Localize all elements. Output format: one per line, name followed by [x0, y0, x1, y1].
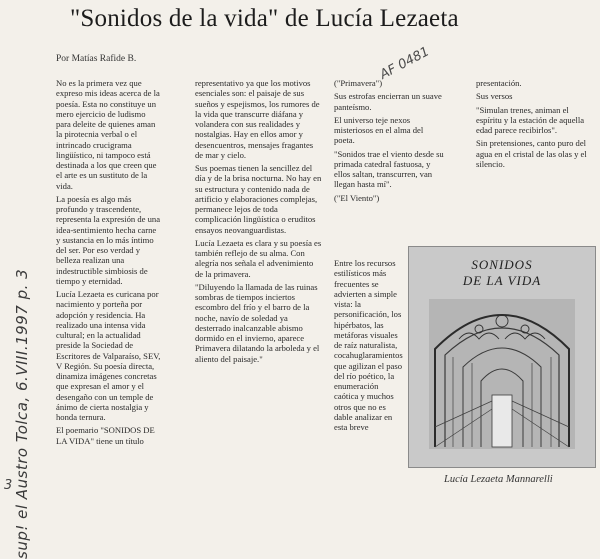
paragraph: representativo ya que los motivos esenciales son: el paisaje de sus sueños y espejismos, los rumores de la vida que transcurre diáfana y volandera con sus realidades y nostalgias. Hay en ellos amor y desencuentros, mensajes fragantes de mar y cielo. — [195, 78, 320, 160]
handwritten-source: el Austro Tolca, 6.VIII.1997 p. 3 — [13, 268, 31, 519]
archive-code-annotation: AF 0481 — [377, 44, 432, 83]
paragraph: Sus poemas tienen la sencillez del día y de la brisa nocturna. No hay en su estructura y contenido nada de artificio y elaboraciones complejas, permanece lejos de toda complicación lingüística o eruditos ensayos neovanguardistas. — [195, 163, 322, 235]
paragraph: El poemario "SONIDOS DE LA VIDA" tiene un título — [56, 425, 155, 446]
paragraph: El universo teje nexos misteriosos en el alma del poeta. — [334, 114, 424, 146]
poem-quote: "Sonidos trae el viento desde su primada catedral fastuosa, y ellos saltan, transcurren, van llegan hasta mí". — [334, 148, 444, 190]
book-cover-title-line-1: SONIDOS — [471, 257, 533, 272]
text-column-3 — [334, 78, 446, 206]
paragraph: Sin pretensiones, canto puro del agua en el cristal de las olas y el silencio. — [476, 138, 587, 169]
paragraph: Sus versos — [476, 91, 513, 102]
book-author-caption: Lucía Lezaeta Mannarelli — [444, 474, 553, 485]
paragraph: No es la primera vez que expreso mis ideas acerca de la poesía. Esta no constituye un mero ejercicio de ludismo para deleite de quienes aman la pirotecnia verbal o el intrincado crucigrama lingüístico, ni tampoco está destinada a los que creen que el arte es un sustituto de la vida. — [56, 78, 160, 191]
paragraph: presentación. — [476, 78, 522, 88]
ornamental-gate-illustration — [429, 299, 575, 449]
handwritten-prefix: sup! — [13, 524, 31, 559]
handwritten-page-number: 3 — [4, 478, 13, 493]
poem-quote: "Simulan trenes, animan el espíritu y la estación de aquella edad parece recibirlos". — [476, 104, 585, 135]
text-column-4 — [476, 78, 596, 172]
article-byline: Por Matías Rafide B. — [56, 54, 137, 64]
text-column-2 — [195, 78, 323, 367]
paragraph: La poesía es algo más profundo y trascendente, representa la expresión de una idea-sentimiento hecha carne y sustancia en lo más íntimo del ser. Por eso verdad y belleza realizan una indestructible simbiosis de tiempo y eternidad. — [56, 193, 161, 286]
poem-source: ("Primavera") — [334, 78, 383, 88]
book-cover-title — [409, 257, 595, 289]
text-column-3-continued — [334, 258, 402, 435]
poem-quote: "Diluyendo la llamada de las ruinas sombras de tiempos inciertos escombro del frío y el barro de la noche, navío de soledad ya desterrado inalcanzable abismo dormido en el invierno, aparece Primavera dilatando la arboleda y el aliento del paisaje." — [195, 281, 320, 364]
paragraph: Sus estrofas encierran un suave panteísmo. — [334, 91, 442, 112]
book-cover-title-line-2: DE LA VIDA — [462, 273, 542, 288]
book-cover-image — [408, 246, 596, 468]
handwritten-source-annotation — [13, 119, 31, 559]
poem-source: ("El Viento") — [334, 192, 380, 203]
paragraph: Lucía Lezaeta es clara y su poesía es también reflejo de su alma. Con alegría nos señala el advenimiento de la primavera. — [195, 237, 322, 279]
paragraph: Lucía Lezaeta es curicana por nacimiento y porteña por adopción y residencia. Ha realizado una intensa vida cultural; en la actualidad preside la Sociedad de Escritores de Valparaíso, SEV, V Región. Su poesía directa, dinamiza imágenes concretas que expresan el amor y el desengaño con un temple de ánimo de cierta nostalgia y honda ternura. — [56, 289, 161, 422]
paragraph: Entre los recursos estilísticos más frecuentes se advierten a simple vista: la personificación, los hipérbatos, las metáforas visuales de raíz naturalista, cocahuglaramientos que agilizan el paso del río poético, la enumeración caótica y muchos otros que no es dable analizar en esta breve — [334, 258, 403, 432]
article-title: "Sonidos de la vida" de Lucía Lezaeta — [70, 5, 459, 32]
text-column-1 — [56, 78, 161, 449]
